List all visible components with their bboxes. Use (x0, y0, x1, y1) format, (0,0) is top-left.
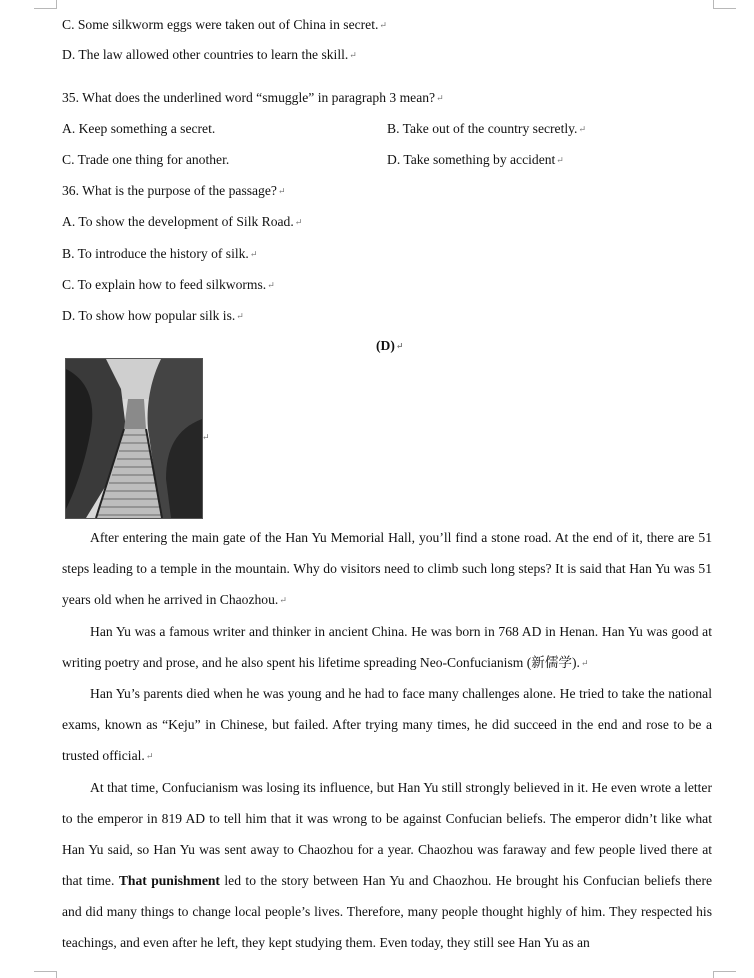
q36-question: 36. What is the purpose of the passage? ↵ (62, 183, 285, 199)
passage-paragraph-1: After entering the main gate of the Han Yu Memorial Hall, you’ll find a stone road. At the end of it, there are 51 steps leading to a temple in the mountain. Why do visitors need to climb such long steps? It is said that Han Yu was 51 years old when he arrived in Chaozhou. ↵ (62, 522, 712, 616)
q36-option-c: C. To explain how to feed silkworms. ↵ (62, 277, 275, 293)
section-heading: (D) ↵ (376, 338, 403, 354)
page-corner-mark (713, 971, 736, 978)
q36-option-d: D. To show how popular silk is. ↵ (62, 308, 244, 324)
q36-option-b: B. To introduce the history of silk. ↵ (62, 246, 257, 262)
passage-paragraph-4: At that time, Confucianism was losing its influence, but Han Yu still strongly believed in it. He even wrote a letter to the emperor in 819 AD to tell him that it was wrong to be against Confucian beliefs. The emperor didn’t like what Han Yu said, so Han Yu was sent away to Chaozhou for a year. Chaozhou was faraway and few people lived there at that time. That punishment led to the story between Han Yu and Chaozhou. He brought his Confucian beliefs there and did many things to change local people’s lives. Therefore, many people thought highly of him. They respected his teachings, and even after he left, they kept studying them. Even today, they still see Han Yu as an (62, 780, 713, 950)
stone-steps-photo (65, 358, 203, 519)
q35-option-a: A. Keep something a secret. (62, 121, 216, 136)
paragraph-mark-icon: ↵ (202, 432, 210, 442)
passage-paragraph-3: Han Yu’s parents died when he was young and he had to face many challenges alone. He tried to take the national exams, known as “Keju” in Chinese, but failed. After trying many times, he did succeed in the end and rose to be a trusted official. ↵ (62, 678, 712, 772)
q35-option-b: B. Take out of the country secretly. ↵ (387, 121, 586, 137)
q34-option-c: C. Some silkworm eggs were taken out of China in secret. ↵ (62, 17, 387, 33)
page-corner-mark (713, 0, 736, 9)
passage-paragraph-2: Han Yu was a famous writer and thinker in ancient China. He was born in 768 AD in Henan. Han Yu was good at writing poetry and prose, and he also spent his lifetime spreading Neo-Confucianism (新儒学). ↵ (62, 616, 712, 679)
q35-option-c: C. Trade one thing for another. (62, 152, 230, 167)
page-corner-mark (34, 971, 57, 978)
underlined-phrase: That punishment (118, 873, 220, 888)
page-corner-mark (34, 0, 57, 9)
q35-question: 35. What does the underlined word “smuggle” in paragraph 3 mean? ↵ (62, 90, 444, 106)
q36-option-a: A. To show the development of Silk Road. ↵ (62, 214, 302, 230)
q35-option-d: D. Take something by accident ↵ (387, 152, 564, 168)
q34-option-d: D. The law allowed other countries to learn the skill. ↵ (62, 47, 357, 63)
